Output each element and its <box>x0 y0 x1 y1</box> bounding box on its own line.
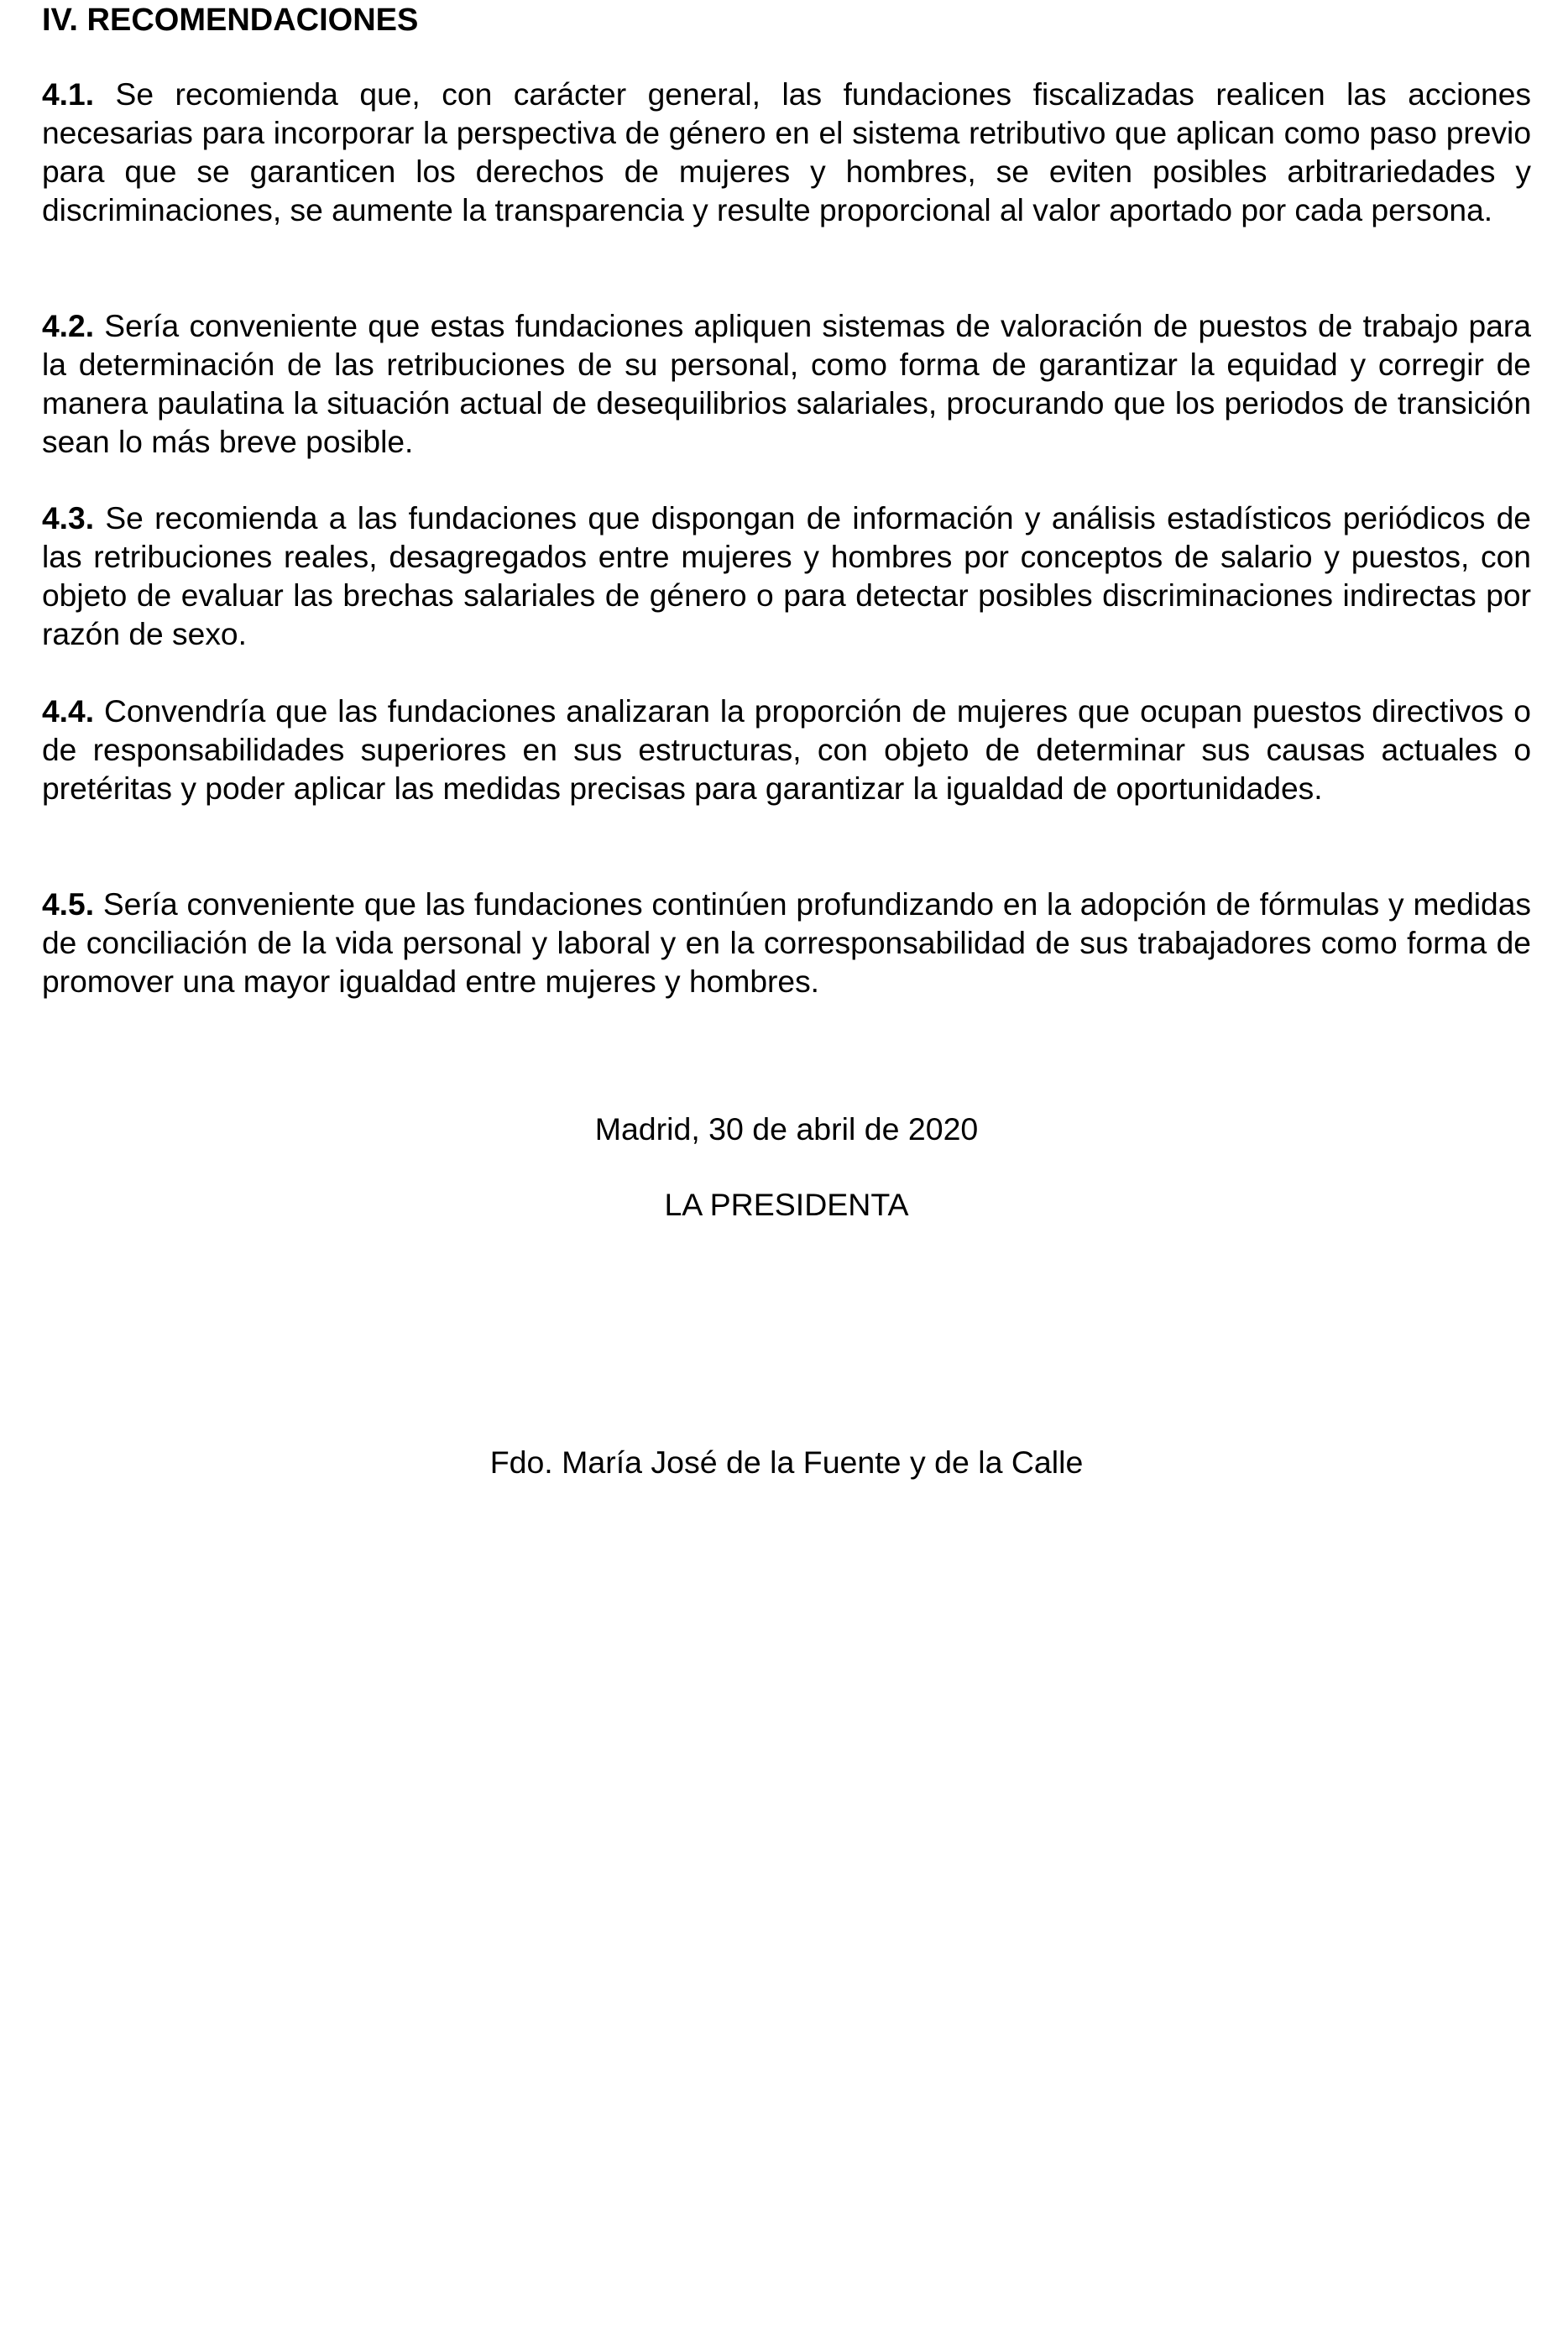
recommendation-text: Convendría que las fundaciones analizaran la proporción de mujeres que ocupan puestos directivos o de responsabilidades superiores en sus estructuras, con objeto de determinar sus causas actuales o pretéritas y poder aplicar las medidas precisas para garantizar la igualdad de oportunidades. <box>42 693 1531 806</box>
recommendation-number: 4.5. <box>42 886 95 922</box>
recommendation-4-2 <box>42 306 1531 461</box>
recommendation-number: 4.3. <box>42 500 95 535</box>
place-and-date: Madrid, 30 de abril de 2020 <box>594 1111 979 1147</box>
signature-line: Fdo. María José de la Fuente y de la Calle <box>489 1444 1084 1480</box>
recommendation-4-4 <box>42 692 1531 807</box>
recommendation-number: 4.1. <box>42 76 95 112</box>
recommendation-text: Sería conveniente que las fundaciones continúen profundizando en la adopción de fórmulas y medidas de conciliación de la vida personal y laboral y en la corresponsabilidad de sus trabajadores como forma de promover una mayor igualdad entre mujeres y hombres. <box>42 886 1531 999</box>
recommendation-4-1 <box>42 75 1531 229</box>
recommendation-text: Se recomienda que, con carácter general, las fundaciones fiscalizadas realicen las acciones necesarias para incorporar la perspectiva de género en el sistema retributivo que aplican como paso previo para que se garanticen los derechos de mujeres y hombres, se eviten posibles arbitrariedades y discriminaciones, se aumente la transparencia y resulte proporcional al valor aportado por cada persona. <box>42 76 1531 227</box>
recommendation-4-3 <box>42 499 1531 653</box>
signer-title: LA PRESIDENTA <box>664 1187 909 1222</box>
recommendation-text: Se recomienda a las fundaciones que dispongan de información y análisis estadísticos periódicos de las retribuciones reales, desagregados entre mujeres y hombres por conceptos de salario y puestos, con objeto de evaluar las brechas salariales de género o para detectar posibles discriminaciones indirectas por razón de sexo. <box>42 500 1531 651</box>
recommendation-number: 4.4. <box>42 693 95 729</box>
recommendation-4-5 <box>42 885 1531 1000</box>
section-title: IV. RECOMENDACIONES <box>42 3 419 38</box>
recommendation-number: 4.2. <box>42 308 95 343</box>
recommendation-text: Sería conveniente que estas fundaciones apliquen sistemas de valoración de puestos de trabajo para la determinación de las retribuciones de su personal, como forma de garantizar la equidad y corregir de manera paulatina la situación actual de desequilibrios salariales, procurando que los periodos de transición sean lo más breve posible. <box>42 308 1531 459</box>
